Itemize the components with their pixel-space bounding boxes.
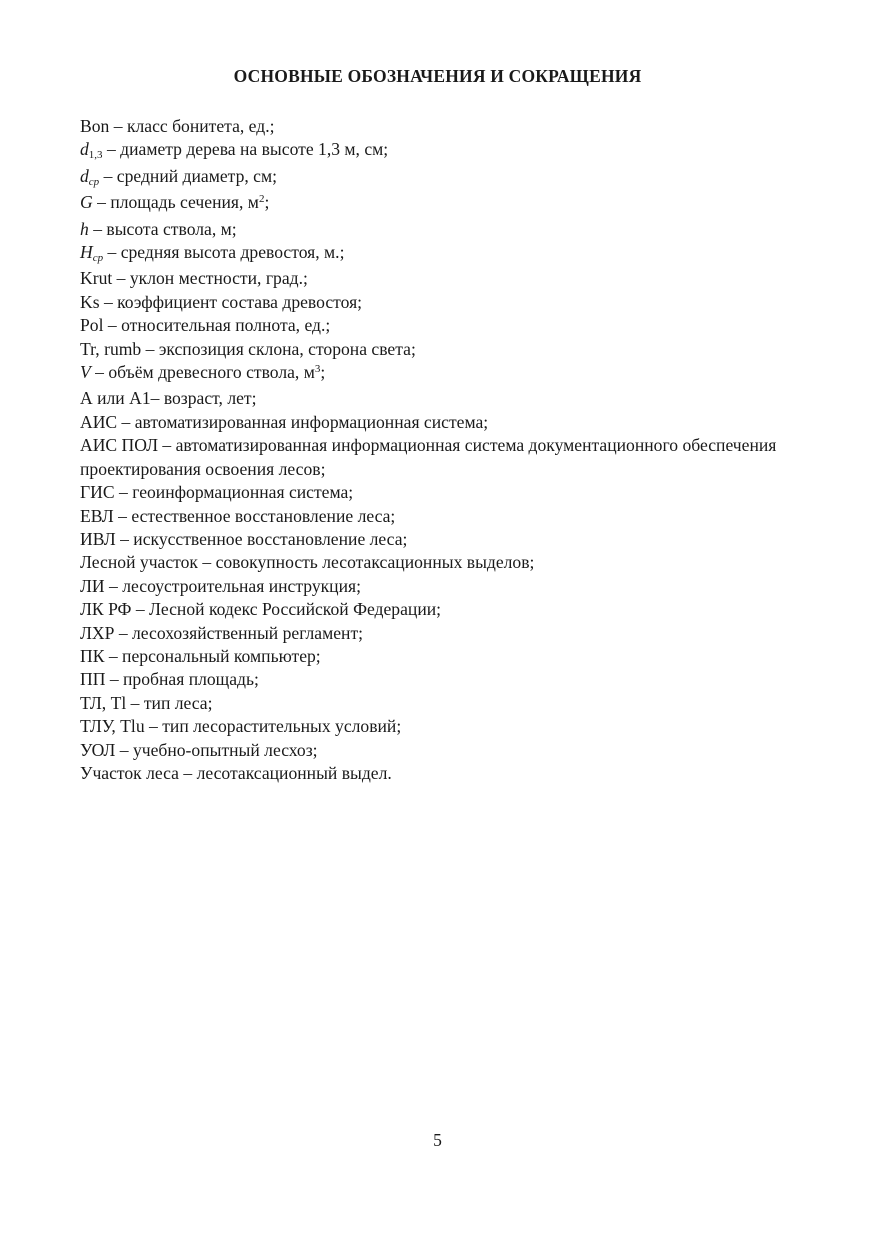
abbreviation-entry-ais: [80, 411, 810, 434]
entry-description: – автоматизированная информационная система документационного обеспечения проектирования освоения лесов;: [80, 435, 777, 479]
abbreviation-entry-ivl: [80, 528, 810, 551]
entry-description: – искусственное восстановление леса;: [115, 528, 408, 549]
entry-description: – площадь сечения, м: [92, 192, 259, 213]
abbreviation-entry-dsr: [80, 165, 810, 191]
entry-description: – уклон местности, град.;: [112, 268, 308, 289]
abbreviation-entry-uol: [80, 739, 810, 762]
entry-description: – учебно-опытный лесхоз;: [115, 739, 318, 760]
entry-description: – тип леса;: [126, 692, 213, 713]
abbreviation-entry-uchastok-lesa: [80, 762, 810, 785]
page-number: 5: [433, 1130, 442, 1150]
entry-description: – автоматизированная информационная система;: [117, 411, 489, 432]
abbreviation-entry-v: [80, 361, 810, 387]
entry-superscript: 3: [314, 363, 321, 376]
entry-term: h: [80, 218, 89, 239]
abbreviation-entry-g: [80, 191, 810, 217]
entry-superscript: 2: [258, 193, 265, 206]
entry-term: Bon: [80, 116, 110, 136]
abbreviation-entry-li: [80, 575, 810, 598]
entry-term: АИС: [80, 411, 118, 432]
entry-description: – средняя высота древостоя, м.;: [103, 242, 345, 263]
entry-description: – лесотаксационный выдел.: [178, 762, 392, 783]
entry-term: Участок леса: [80, 762, 179, 783]
abbreviation-entry-pk: [80, 645, 810, 668]
abbreviation-entry-krut: [80, 267, 810, 290]
entry-description: – класс бонитета, ед.;: [109, 116, 275, 136]
entry-term: Krut: [80, 268, 113, 289]
entry-term: Лесной участок: [80, 552, 198, 573]
entry-term: ПП: [80, 669, 106, 690]
entry-description: – естественное восстановление леса;: [113, 505, 396, 526]
abbreviation-entry-d13: [80, 138, 810, 164]
entry-term-subscript: 1,3: [88, 149, 103, 162]
entry-description: – лесоустроительная инструкция;: [104, 575, 361, 596]
entry-description: – возраст, лет;: [150, 388, 257, 409]
abbreviation-list: [80, 115, 810, 785]
abbreviation-entry-ais-pol: [80, 434, 805, 481]
entry-tail: ;: [264, 192, 270, 213]
entry-term: H: [80, 242, 93, 263]
entry-term-subscript: ср: [92, 252, 104, 265]
entry-term: ЛК РФ: [80, 599, 132, 620]
entry-term: d: [80, 139, 89, 160]
entry-tail: ;: [320, 362, 326, 383]
abbreviation-entry-a: [80, 387, 810, 410]
abbreviation-entry-tl: [80, 692, 810, 715]
entry-term: УОЛ: [80, 739, 116, 760]
entry-term: А или А1: [80, 388, 151, 409]
entry-description: – лесохозяйственный регламент;: [114, 622, 364, 643]
entry-term: ЛХР: [80, 622, 115, 643]
entry-description: – высота ствола, м;: [88, 218, 237, 239]
abbreviation-entry-ks: [80, 291, 810, 314]
entry-description: – экспозиция склона, сторона света;: [141, 338, 416, 359]
entry-term: V: [80, 362, 91, 383]
entry-term: ПК: [80, 645, 105, 666]
abbreviation-entry-evl: [80, 505, 810, 528]
abbreviation-entry-h: [80, 218, 810, 241]
entry-term: Tr, rumb: [80, 338, 142, 359]
abbreviation-entry-bon: [80, 115, 810, 138]
entry-description: – пробная площадь;: [105, 669, 259, 690]
entry-term: ТЛУ, Tlu: [80, 716, 145, 737]
entry-description: – коэффициент состава древостоя;: [99, 291, 363, 312]
entry-term: G: [80, 192, 93, 213]
abbreviation-entry-pp: [80, 668, 810, 691]
abbreviation-entry-pol: [80, 314, 810, 337]
entry-term: ТЛ, Tl: [80, 692, 127, 713]
entry-term: Pol: [80, 315, 104, 336]
entry-description: – относительная полнота, ед.;: [103, 315, 331, 336]
entry-description: – геоинформационная система;: [114, 482, 354, 503]
entry-term-subscript: ср: [88, 175, 100, 188]
abbreviation-entry-lesnoy-uchastok: [80, 551, 810, 574]
abbreviation-entry-lk-rf: [80, 598, 810, 621]
entry-term: Ks: [80, 291, 100, 312]
entry-term: ГИС: [80, 482, 115, 503]
entry-term: d: [80, 165, 89, 186]
entry-term: ИВЛ: [80, 528, 116, 549]
entry-description: – диаметр дерева на высоте 1,3 м, см;: [102, 139, 389, 160]
entry-term: ЛИ: [80, 575, 105, 596]
entry-description: – объём древесного ствола, м: [90, 362, 315, 383]
abbreviation-entry-tr-rumb: [80, 338, 810, 361]
entry-description: – совокупность лесотаксационных выделов;: [197, 552, 535, 573]
abbreviation-entry-lhr: [80, 622, 810, 645]
entry-description: – персональный компьютер;: [104, 645, 321, 666]
abbreviation-entry-tlu: [80, 715, 810, 738]
entry-description: – Лесной кодекс Российской Федерации;: [131, 599, 442, 620]
abbreviation-entry-hsr: [80, 241, 810, 267]
page-title: ОСНОВНЫЕ ОБОЗНАЧЕНИЯ И СОКРАЩЕНИЯ: [233, 66, 642, 86]
entry-description: – тип лесорастительных условий;: [144, 716, 402, 737]
entry-description: – средний диаметр, см;: [99, 165, 278, 186]
abbreviation-entry-gis: [80, 481, 810, 504]
entry-term: АИС ПОЛ: [80, 435, 159, 456]
entry-term: ЕВЛ: [80, 505, 114, 526]
